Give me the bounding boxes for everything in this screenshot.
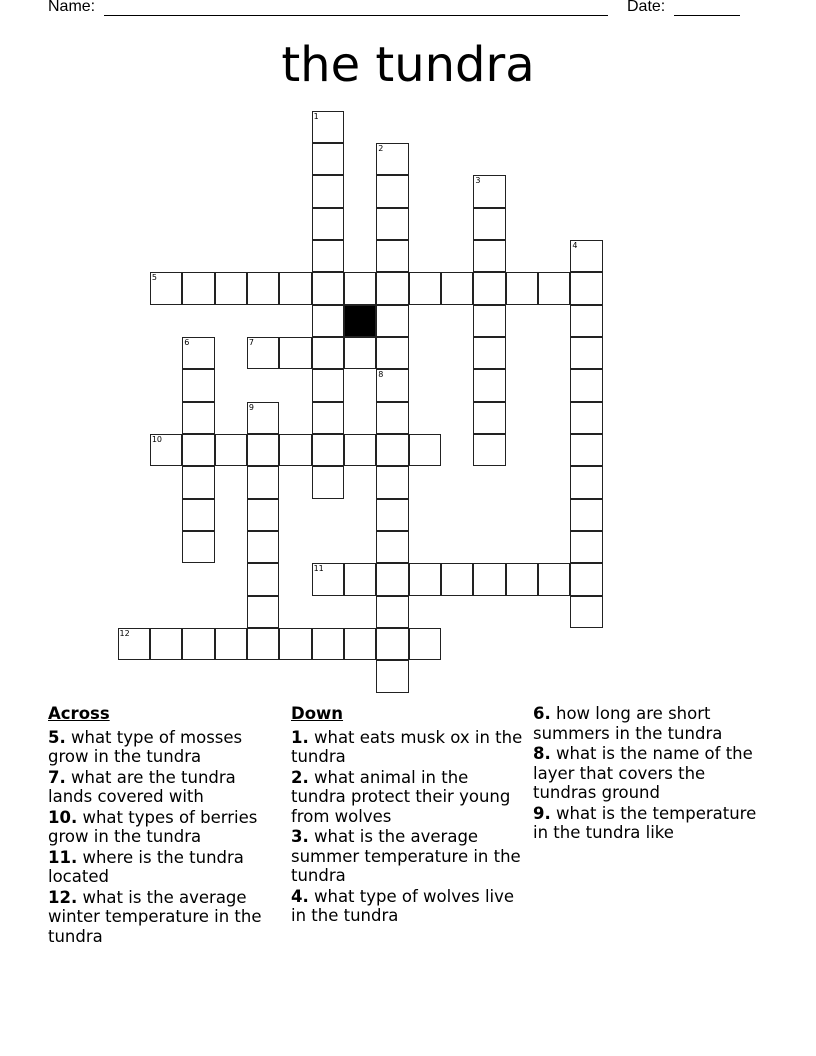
- grid-cell[interactable]: [247, 596, 279, 628]
- clue-number: 7: [248, 337, 254, 347]
- grid-cell[interactable]: [279, 628, 311, 660]
- grid-cell[interactable]: [441, 563, 473, 595]
- grid-cell[interactable]: [570, 531, 602, 563]
- grid-cell[interactable]: [473, 434, 505, 466]
- grid-cell[interactable]: [376, 466, 408, 498]
- grid-cell[interactable]: [182, 531, 214, 563]
- clue-item: [48, 768, 280, 807]
- grid-cell[interactable]: [150, 272, 182, 304]
- clue-number: 11: [313, 564, 324, 574]
- black-cell: [344, 305, 376, 337]
- grid-cell[interactable]: [312, 434, 344, 466]
- grid-cell[interactable]: [570, 305, 602, 337]
- grid-cell[interactable]: [247, 402, 279, 434]
- grid-cell[interactable]: [473, 240, 505, 272]
- clue-item-number: 3.: [291, 827, 309, 846]
- clue-item-number: 2.: [291, 767, 309, 787]
- date-field[interactable]: [674, 15, 740, 16]
- grid-cell[interactable]: [376, 337, 408, 369]
- grid-cell[interactable]: [376, 660, 408, 692]
- grid-cell[interactable]: [376, 272, 408, 304]
- grid-cell[interactable]: [312, 402, 344, 434]
- clue-item-number: 11.: [48, 847, 78, 867]
- grid-cell[interactable]: [376, 305, 408, 337]
- clue-number: 3: [475, 176, 481, 186]
- grid-cell[interactable]: [570, 272, 602, 304]
- clue-item-text: what is the temperature in the tundra like: [533, 803, 757, 842]
- grid-cell[interactable]: [344, 628, 376, 660]
- grid-cell[interactable]: [376, 563, 408, 595]
- grid-cell[interactable]: [312, 111, 344, 143]
- across-heading: Across: [48, 704, 110, 723]
- grid-cell[interactable]: [182, 628, 214, 660]
- clue-number: 10: [151, 435, 163, 444]
- grid-cell[interactable]: [376, 434, 408, 466]
- grid-cell[interactable]: [247, 434, 279, 466]
- grid-cell[interactable]: [473, 208, 505, 240]
- grid-cell[interactable]: [538, 272, 570, 304]
- grid-cell[interactable]: [312, 143, 344, 175]
- grid-cell[interactable]: [376, 369, 408, 401]
- grid-cell[interactable]: [312, 466, 344, 498]
- grid-cell[interactable]: [473, 337, 505, 369]
- name-label: Name:: [48, 0, 96, 15]
- clue-item-text: what eats musk ox in the tundra: [291, 727, 523, 766]
- grid-cell[interactable]: [118, 628, 150, 660]
- clue-item-text: what animal in the tundra protect their young from wolves: [291, 767, 511, 826]
- grid-cell[interactable]: [570, 434, 602, 466]
- clue-item-text: what type of wolves live in the tundra: [291, 886, 515, 925]
- grid-cell[interactable]: [409, 272, 441, 304]
- clue-item-number: 12.: [48, 887, 78, 907]
- grid-cell[interactable]: [312, 240, 344, 272]
- grid-cell[interactable]: [247, 466, 279, 498]
- grid-cell[interactable]: [215, 628, 247, 660]
- grid-cell[interactable]: [247, 563, 279, 595]
- grid-cell[interactable]: [279, 434, 311, 466]
- grid-cell[interactable]: [376, 499, 408, 531]
- clue-item-number: 4.: [291, 886, 309, 906]
- grid-cell[interactable]: [409, 563, 441, 595]
- grid-cell[interactable]: [409, 628, 441, 660]
- grid-cell[interactable]: [376, 175, 408, 207]
- clue-item: [291, 827, 523, 886]
- grid-cell[interactable]: [182, 369, 214, 401]
- grid-cell[interactable]: [473, 402, 505, 434]
- grid-cell[interactable]: [182, 337, 214, 369]
- grid-cell[interactable]: [247, 531, 279, 563]
- clue-number: 5: [151, 273, 157, 283]
- grid-cell[interactable]: [247, 337, 279, 369]
- grid-cell[interactable]: [570, 369, 602, 401]
- down-clues-continued: [533, 704, 773, 844]
- clue-number: 2: [378, 143, 384, 153]
- clue-item-text: what types of berries grow in the tundra: [48, 807, 258, 846]
- clue-item-text: what is the name of the layer that covers the tundras ground: [533, 744, 753, 802]
- clue-item-text: how long are short summers in the tundra: [533, 704, 723, 743]
- grid-cell[interactable]: [312, 272, 344, 304]
- grid-cell[interactable]: [570, 499, 602, 531]
- grid-cell[interactable]: [473, 175, 505, 207]
- clue-number: 8: [378, 370, 384, 380]
- clue-number: 12: [119, 629, 130, 639]
- grid-cell[interactable]: [570, 240, 602, 272]
- grid-cell[interactable]: [215, 434, 247, 466]
- clue-item: [533, 744, 773, 803]
- clue-item: [533, 804, 773, 843]
- clue-number: 9: [248, 402, 254, 412]
- grid-cell[interactable]: [570, 337, 602, 369]
- grid-cell[interactable]: [473, 272, 505, 304]
- grid-cell[interactable]: [409, 434, 441, 466]
- clue-number: 4: [572, 240, 578, 250]
- grid-cell[interactable]: [570, 596, 602, 628]
- page-title: the tundra: [281, 37, 535, 93]
- clue-item-number: 7.: [48, 767, 66, 787]
- grid-cell[interactable]: [312, 337, 344, 369]
- grid-cell[interactable]: [506, 272, 538, 304]
- grid-cell[interactable]: [344, 272, 376, 304]
- clue-item-number: 8.: [533, 744, 551, 763]
- grid-cell[interactable]: [312, 628, 344, 660]
- grid-cell[interactable]: [473, 369, 505, 401]
- across-clues: [48, 704, 280, 947]
- grid-cell[interactable]: [312, 175, 344, 207]
- clue-item-number: 10.: [48, 807, 78, 827]
- down-heading: Down: [291, 704, 344, 723]
- clue-item: [48, 888, 280, 947]
- grid-cell[interactable]: [247, 628, 279, 660]
- clue-item: [291, 728, 523, 767]
- clue-item-text: where is the tundra located: [48, 847, 244, 886]
- grid-cell[interactable]: [182, 499, 214, 531]
- grid-cell[interactable]: [506, 563, 538, 595]
- clue-item: [48, 848, 280, 887]
- grid-cell[interactable]: [570, 402, 602, 434]
- grid-cell[interactable]: [344, 563, 376, 595]
- date-label: Date:: [627, 0, 666, 15]
- grid-cell[interactable]: [182, 434, 214, 466]
- clue-item-number: 9.: [533, 803, 551, 823]
- grid-cell[interactable]: [182, 402, 214, 434]
- clue-item-number: 5.: [48, 727, 66, 747]
- grid-cell[interactable]: [312, 305, 344, 337]
- grid-cell[interactable]: [570, 563, 602, 595]
- grid-cell[interactable]: [570, 466, 602, 498]
- clue-number: 1: [313, 111, 319, 121]
- grid-cell[interactable]: [279, 337, 311, 369]
- down-clues: [291, 704, 523, 927]
- clue-number: 6: [184, 337, 190, 347]
- grid-cell[interactable]: [312, 208, 344, 240]
- clue-item-text: what are the tundra lands covered with: [48, 767, 236, 806]
- grid-cell[interactable]: [441, 272, 473, 304]
- grid-cell[interactable]: [376, 208, 408, 240]
- clue-item-text: what is the average winter temperature in the tundra: [48, 887, 262, 946]
- grid-cell[interactable]: [312, 369, 344, 401]
- clue-item-text: what type of mosses grow in the tundra: [48, 727, 243, 766]
- grid-cell[interactable]: [376, 240, 408, 272]
- grid-cell[interactable]: [215, 272, 247, 304]
- clue-item-number: 1.: [291, 727, 309, 747]
- grid-cell[interactable]: [473, 563, 505, 595]
- clue-item: [533, 704, 773, 743]
- clue-item-number: 6.: [533, 704, 551, 723]
- clue-item: [291, 768, 523, 827]
- grid-cell[interactable]: [376, 402, 408, 434]
- grid-cell[interactable]: [376, 531, 408, 563]
- grid-cell[interactable]: [376, 628, 408, 660]
- grid-cell[interactable]: [182, 272, 214, 304]
- clue-item: [291, 887, 523, 926]
- grid-cell[interactable]: [247, 272, 279, 304]
- grid-cell[interactable]: [182, 466, 214, 498]
- grid-cell[interactable]: [312, 563, 344, 595]
- grid-cell[interactable]: [344, 337, 376, 369]
- grid-cell[interactable]: [150, 434, 182, 466]
- grid-cell[interactable]: [538, 563, 570, 595]
- grid-cell[interactable]: [279, 272, 311, 304]
- clue-item-text: what is the average summer temperature in the tundra: [291, 827, 521, 885]
- grid-cell[interactable]: [376, 143, 408, 175]
- grid-cell[interactable]: [376, 596, 408, 628]
- grid-cell[interactable]: [247, 499, 279, 531]
- clue-item: [48, 728, 280, 767]
- name-field[interactable]: [104, 15, 608, 16]
- clue-item: [48, 808, 280, 847]
- grid-cell[interactable]: [473, 305, 505, 337]
- grid-cell[interactable]: [344, 434, 376, 466]
- grid-cell[interactable]: [150, 628, 182, 660]
